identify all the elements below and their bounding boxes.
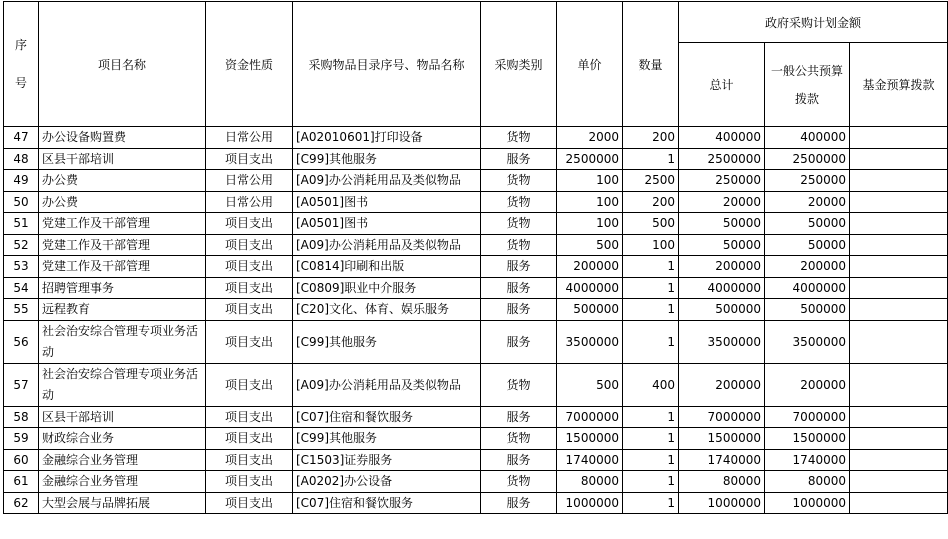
- procurement-plan-table: [3, 1, 948, 514]
- table-row: [4, 363, 948, 406]
- cell-fund-budget: [850, 406, 948, 428]
- cell-unit-price: 100: [557, 213, 623, 235]
- cell-seq: 56: [4, 320, 39, 363]
- cell-quantity: 1: [623, 299, 679, 321]
- header-fund-budget: 基金预算拨款: [850, 43, 948, 127]
- table-row: [4, 256, 948, 278]
- cell-fund-budget: [850, 148, 948, 170]
- cell-fund-budget: [850, 170, 948, 192]
- cell-general-budget: 1500000: [765, 428, 850, 450]
- cell-category: 服务: [481, 277, 557, 299]
- cell-fund-budget: [850, 492, 948, 514]
- cell-unit-price: 4000000: [557, 277, 623, 299]
- table-row: [4, 127, 948, 149]
- cell-category: 货物: [481, 471, 557, 493]
- cell-category: 货物: [481, 234, 557, 256]
- cell-total: 200000: [679, 256, 765, 278]
- header-project-name: 项目名称: [39, 2, 206, 127]
- cell-catalog-item: [A0501]图书: [293, 191, 481, 213]
- cell-fund-nature: 项目支出: [206, 428, 293, 450]
- cell-quantity: 2500: [623, 170, 679, 192]
- header-general-budget-label: 一般公共预算拨款: [771, 63, 844, 106]
- cell-total: 7000000: [679, 406, 765, 428]
- cell-unit-price: 80000: [557, 471, 623, 493]
- cell-unit-price: 2500000: [557, 148, 623, 170]
- cell-fund-nature: 项目支出: [206, 277, 293, 299]
- cell-unit-price: 7000000: [557, 406, 623, 428]
- cell-project-name: 党建工作及干部管理: [39, 256, 206, 278]
- cell-fund-nature: 日常公用: [206, 191, 293, 213]
- cell-unit-price: 500: [557, 363, 623, 406]
- cell-fund-nature: 项目支出: [206, 363, 293, 406]
- cell-general-budget: 50000: [765, 213, 850, 235]
- cell-fund-budget: [850, 127, 948, 149]
- cell-catalog-item: [A09]办公消耗用品及类似物品: [293, 234, 481, 256]
- cell-seq: 58: [4, 406, 39, 428]
- cell-fund-budget: [850, 234, 948, 256]
- cell-project-name: 党建工作及干部管理: [39, 234, 206, 256]
- cell-general-budget: 4000000: [765, 277, 850, 299]
- cell-project-name: 社会治安综合管理专项业务活动: [39, 363, 206, 406]
- cell-project-name: 办公费: [39, 170, 206, 192]
- header-fund-nature: 资金性质: [206, 2, 293, 127]
- table-row: [4, 213, 948, 235]
- cell-unit-price: 200000: [557, 256, 623, 278]
- cell-fund-budget: [850, 449, 948, 471]
- cell-category: 货物: [481, 127, 557, 149]
- cell-category: 服务: [481, 299, 557, 321]
- cell-general-budget: 80000: [765, 471, 850, 493]
- cell-project-name: 大型会展与品牌拓展: [39, 492, 206, 514]
- cell-catalog-item: [C99]其他服务: [293, 428, 481, 450]
- table-row: [4, 170, 948, 192]
- cell-fund-nature: 项目支出: [206, 256, 293, 278]
- cell-general-budget: 2500000: [765, 148, 850, 170]
- cell-fund-budget: [850, 256, 948, 278]
- cell-project-name: 社会治安综合管理专项业务活动: [39, 320, 206, 363]
- cell-general-budget: 200000: [765, 363, 850, 406]
- cell-total: 2500000: [679, 148, 765, 170]
- cell-fund-nature: 项目支出: [206, 449, 293, 471]
- cell-quantity: 200: [623, 127, 679, 149]
- cell-category: 服务: [481, 406, 557, 428]
- cell-quantity: 100: [623, 234, 679, 256]
- cell-unit-price: 500: [557, 234, 623, 256]
- cell-fund-nature: 日常公用: [206, 127, 293, 149]
- cell-general-budget: 250000: [765, 170, 850, 192]
- cell-category: 服务: [481, 492, 557, 514]
- cell-catalog-item: [A0501]图书: [293, 213, 481, 235]
- cell-fund-budget: [850, 213, 948, 235]
- cell-seq: 61: [4, 471, 39, 493]
- cell-category: 货物: [481, 213, 557, 235]
- cell-catalog-item: [C07]住宿和餐饮服务: [293, 406, 481, 428]
- cell-project-name: 财政综合业务: [39, 428, 206, 450]
- cell-total: 250000: [679, 170, 765, 192]
- cell-fund-nature: 项目支出: [206, 471, 293, 493]
- cell-total: 3500000: [679, 320, 765, 363]
- cell-unit-price: 1000000: [557, 492, 623, 514]
- cell-seq: 51: [4, 213, 39, 235]
- header-seq: [4, 2, 39, 127]
- cell-catalog-item: [C99]其他服务: [293, 148, 481, 170]
- table-row: [4, 277, 948, 299]
- cell-seq: 57: [4, 363, 39, 406]
- cell-fund-budget: [850, 277, 948, 299]
- table-row: [4, 191, 948, 213]
- cell-catalog-item: [A02010601]打印设备: [293, 127, 481, 149]
- cell-total: 200000: [679, 363, 765, 406]
- header-unit-price: 单价: [557, 2, 623, 127]
- cell-fund-budget: [850, 428, 948, 450]
- cell-quantity: 1: [623, 449, 679, 471]
- cell-general-budget: 7000000: [765, 406, 850, 428]
- cell-general-budget: 3500000: [765, 320, 850, 363]
- cell-catalog-item: [A0202]办公设备: [293, 471, 481, 493]
- cell-total: 4000000: [679, 277, 765, 299]
- cell-seq: 49: [4, 170, 39, 192]
- cell-total: 1000000: [679, 492, 765, 514]
- cell-total: 50000: [679, 234, 765, 256]
- cell-fund-nature: 项目支出: [206, 406, 293, 428]
- cell-quantity: 200: [623, 191, 679, 213]
- cell-project-name: 远程教育: [39, 299, 206, 321]
- cell-unit-price: 3500000: [557, 320, 623, 363]
- header-quantity: 数量: [623, 2, 679, 127]
- cell-category: 服务: [481, 320, 557, 363]
- cell-category: 货物: [481, 191, 557, 213]
- cell-catalog-item: [C20]文化、体育、娱乐服务: [293, 299, 481, 321]
- cell-category: 服务: [481, 449, 557, 471]
- cell-seq: 62: [4, 492, 39, 514]
- table-row: [4, 428, 948, 450]
- cell-unit-price: 1740000: [557, 449, 623, 471]
- cell-project-name: 党建工作及干部管理: [39, 213, 206, 235]
- header-catalog: 采购物品目录序号、物品名称: [293, 2, 481, 127]
- cell-project-name: 招聘管理事务: [39, 277, 206, 299]
- cell-project-name: 金融综合业务管理: [39, 449, 206, 471]
- cell-quantity: 1: [623, 277, 679, 299]
- cell-seq: 55: [4, 299, 39, 321]
- cell-fund-nature: 项目支出: [206, 213, 293, 235]
- cell-fund-nature: 项目支出: [206, 234, 293, 256]
- table-row: [4, 406, 948, 428]
- cell-catalog-item: [C0809]职业中介服务: [293, 277, 481, 299]
- cell-project-name: 区县干部培训: [39, 406, 206, 428]
- cell-category: 服务: [481, 148, 557, 170]
- cell-general-budget: 20000: [765, 191, 850, 213]
- cell-general-budget: 50000: [765, 234, 850, 256]
- cell-seq: 53: [4, 256, 39, 278]
- cell-seq: 52: [4, 234, 39, 256]
- cell-total: 500000: [679, 299, 765, 321]
- cell-fund-budget: [850, 471, 948, 493]
- cell-fund-nature: 日常公用: [206, 170, 293, 192]
- cell-quantity: 400: [623, 363, 679, 406]
- cell-catalog-item: [C1503]证券服务: [293, 449, 481, 471]
- header-general-budget: [765, 43, 850, 127]
- cell-fund-budget: [850, 320, 948, 363]
- header-category: 采购类别: [481, 2, 557, 127]
- cell-seq: 60: [4, 449, 39, 471]
- table-row: [4, 471, 948, 493]
- cell-project-name: 金融综合业务管理: [39, 471, 206, 493]
- cell-seq: 54: [4, 277, 39, 299]
- cell-quantity: 500: [623, 213, 679, 235]
- table-row: [4, 148, 948, 170]
- cell-seq: 50: [4, 191, 39, 213]
- cell-unit-price: 100: [557, 170, 623, 192]
- table-row: [4, 449, 948, 471]
- cell-seq: 59: [4, 428, 39, 450]
- header-seq-label: 序号: [15, 38, 28, 90]
- cell-fund-budget: [850, 299, 948, 321]
- cell-fund-nature: 项目支出: [206, 148, 293, 170]
- cell-quantity: 1: [623, 471, 679, 493]
- cell-total: 400000: [679, 127, 765, 149]
- cell-category: 服务: [481, 256, 557, 278]
- cell-general-budget: 200000: [765, 256, 850, 278]
- table-row: [4, 299, 948, 321]
- cell-general-budget: 1000000: [765, 492, 850, 514]
- cell-fund-budget: [850, 191, 948, 213]
- cell-catalog-item: [A09]办公消耗用品及类似物品: [293, 170, 481, 192]
- cell-catalog-item: [C99]其他服务: [293, 320, 481, 363]
- cell-project-name: 办公费: [39, 191, 206, 213]
- cell-fund-nature: 项目支出: [206, 299, 293, 321]
- cell-total: 80000: [679, 471, 765, 493]
- header-plan-amount: 政府采购计划金额: [679, 2, 948, 43]
- cell-total: 20000: [679, 191, 765, 213]
- cell-unit-price: 1500000: [557, 428, 623, 450]
- cell-fund-nature: 项目支出: [206, 492, 293, 514]
- cell-seq: 48: [4, 148, 39, 170]
- cell-total: 50000: [679, 213, 765, 235]
- table-row: [4, 492, 948, 514]
- table-row: [4, 320, 948, 363]
- cell-catalog-item: [A09]办公消耗用品及类似物品: [293, 363, 481, 406]
- cell-project-name: 区县干部培训: [39, 148, 206, 170]
- cell-catalog-item: [C07]住宿和餐饮服务: [293, 492, 481, 514]
- cell-unit-price: 500000: [557, 299, 623, 321]
- cell-category: 货物: [481, 363, 557, 406]
- cell-quantity: 1: [623, 428, 679, 450]
- cell-fund-nature: 项目支出: [206, 320, 293, 363]
- cell-quantity: 1: [623, 148, 679, 170]
- cell-seq: 47: [4, 127, 39, 149]
- cell-quantity: 1: [623, 492, 679, 514]
- cell-fund-budget: [850, 363, 948, 406]
- cell-unit-price: 100: [557, 191, 623, 213]
- cell-general-budget: 500000: [765, 299, 850, 321]
- cell-unit-price: 2000: [557, 127, 623, 149]
- header-total: 总计: [679, 43, 765, 127]
- cell-quantity: 1: [623, 406, 679, 428]
- cell-project-name: 办公设备购置费: [39, 127, 206, 149]
- cell-general-budget: 400000: [765, 127, 850, 149]
- cell-general-budget: 1740000: [765, 449, 850, 471]
- cell-category: 货物: [481, 428, 557, 450]
- table-row: [4, 234, 948, 256]
- cell-category: 货物: [481, 170, 557, 192]
- cell-catalog-item: [C0814]印刷和出版: [293, 256, 481, 278]
- cell-total: 1740000: [679, 449, 765, 471]
- cell-quantity: 1: [623, 256, 679, 278]
- cell-total: 1500000: [679, 428, 765, 450]
- cell-quantity: 1: [623, 320, 679, 363]
